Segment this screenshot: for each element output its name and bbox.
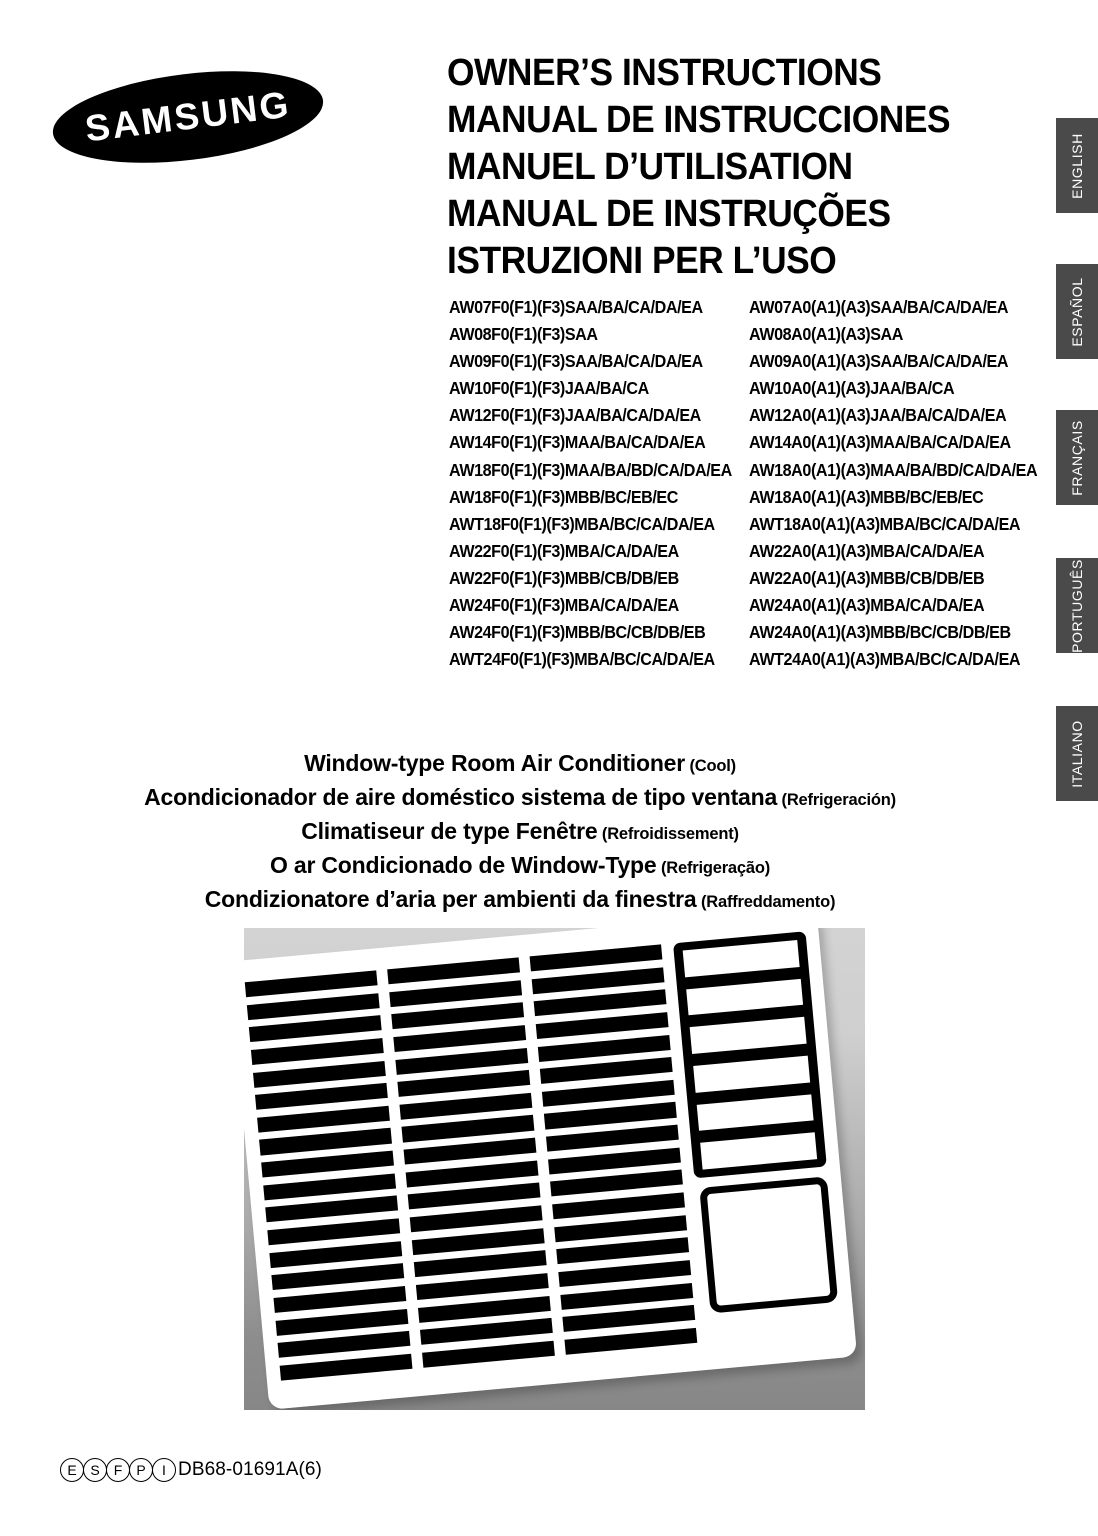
language-tab-portugues[interactable] (1056, 558, 1098, 653)
model-cell-left (449, 594, 749, 616)
language-tab-label: ESPAÑOL (1069, 276, 1085, 347)
language-tab-label: ENGLISH (1069, 132, 1085, 199)
model-cell-left (449, 323, 749, 345)
model-row (449, 540, 1059, 567)
model-number: AWT18A0(A1)(A3)MBA/BC/CA/DA/EA (749, 513, 1021, 534)
model-number: AW18F0(F1)(F3)MAA/BA/BD/CA/DA/EA (449, 459, 732, 480)
grille-slat (412, 1228, 545, 1255)
grille-slat (278, 1331, 411, 1358)
model-cell-right (749, 296, 1059, 318)
grille-slat (269, 1241, 402, 1268)
air-conditioner-unit (244, 928, 857, 1410)
language-mark-i: I (152, 1458, 176, 1482)
grille-slat (245, 970, 378, 997)
model-number: AWT18F0(F1)(F3)MBA/BC/CA/DA/EA (449, 513, 715, 534)
model-cell-right (749, 621, 1059, 643)
page-title-spanish: MANUAL DE INSTRUCCIONES (447, 99, 951, 141)
language-mark-p: P (129, 1458, 153, 1482)
model-number: AW07F0(F1)(F3)SAA/BA/CA/DA/EA (449, 297, 703, 317)
grille-slat (562, 1305, 695, 1332)
air-conditioner-control-panel (699, 1176, 838, 1313)
model-number: AW18A0(A1)(A3)MAA/BA/BD/CA/DA/EA (749, 459, 1038, 480)
grille-slat (391, 1002, 524, 1029)
grille-slat (393, 1025, 526, 1052)
product-description-block (0, 748, 1040, 918)
model-cell-left (449, 567, 749, 589)
grille-column (245, 970, 413, 1380)
grille-slat (538, 1035, 671, 1062)
language-tab-francais[interactable] (1056, 410, 1098, 505)
grille-slat (416, 1273, 549, 1300)
grille-slat (548, 1147, 681, 1174)
model-number: AW14F0(F1)(F3)MAA/BA/CA/DA/EA (449, 432, 706, 453)
grille-slat (530, 944, 663, 971)
language-mark-e: E (60, 1458, 84, 1482)
model-number: AWT24A0(A1)(A3)MBA/BC/CA/DA/EA (749, 649, 1021, 670)
grille-slat (247, 993, 380, 1020)
grille-slat (418, 1296, 551, 1323)
model-cell-left (449, 486, 749, 508)
model-row (449, 594, 1059, 621)
vent-slat (690, 1017, 807, 1054)
grille-slat (422, 1341, 555, 1368)
model-cell-left (449, 431, 749, 453)
model-number-list (449, 296, 1059, 675)
grille-slat (564, 1328, 697, 1355)
grille-slat (271, 1263, 404, 1290)
grille-slat (536, 1012, 669, 1039)
grille-slat (546, 1125, 679, 1152)
vent-slat (697, 1094, 814, 1131)
grille-column (530, 944, 698, 1354)
grille-slat (540, 1057, 673, 1084)
model-number: AW12A0(A1)(A3)JAA/BA/CA/DA/EA (749, 405, 1007, 426)
vent-slat (686, 979, 803, 1016)
model-cell-right (749, 431, 1059, 453)
language-tab-label: PORTUGUÊS (1069, 558, 1085, 653)
vent-slat (693, 1056, 810, 1093)
grille-slat (560, 1283, 693, 1310)
product-description-paren: (Refrigeração) (660, 859, 771, 877)
logo-wordmark: SAMSUNG (82, 83, 293, 150)
model-row (449, 431, 1059, 458)
grille-slat (259, 1128, 392, 1155)
model-number: AW08F0(F1)(F3)SAA (449, 324, 598, 345)
product-description-paren: (Refrigeración) (781, 791, 896, 809)
model-number: AW22A0(A1)(A3)MBA/CA/DA/EA (749, 540, 985, 561)
model-row (449, 513, 1059, 540)
model-cell-right (749, 513, 1059, 535)
grille-slat (265, 1196, 398, 1223)
product-description-text: Acondicionador de aire doméstico sistema de tipo ventana (144, 784, 778, 810)
model-cell-right (749, 594, 1059, 616)
model-number: AW18A0(A1)(A3)MBB/BC/EB/EC (749, 486, 984, 507)
grille-slat (408, 1183, 541, 1210)
product-description-text: Condizionatore d’aria per ambienti da finestra (204, 886, 697, 912)
model-number: AW22A0(A1)(A3)MBB/CB/DB/EB (749, 567, 985, 588)
grille-slat (532, 967, 665, 994)
page-title-block (447, 50, 1047, 285)
product-description-paren: (Raffreddamento) (700, 893, 836, 911)
product-description-paren: (Refroidissement) (601, 825, 739, 843)
grille-slat (406, 1160, 539, 1187)
grille-slat (558, 1260, 691, 1287)
model-number: AW22F0(F1)(F3)MBB/CB/DB/EB (449, 567, 679, 588)
footer (60, 1455, 322, 1485)
model-cell-right (749, 459, 1059, 481)
model-number: AW24A0(A1)(A3)MBA/CA/DA/EA (749, 595, 985, 616)
model-cell-left (449, 350, 749, 372)
grille-slat (261, 1151, 394, 1178)
language-tab-label: ITALIANO (1069, 719, 1085, 788)
model-number: AW12F0(F1)(F3)JAA/BA/CA/DA/EA (449, 405, 701, 426)
model-cell-right (749, 540, 1059, 562)
model-cell-right (749, 350, 1059, 372)
air-conditioner-front-grille (245, 944, 698, 1380)
language-tab-italiano[interactable] (1056, 706, 1098, 801)
product-description-italian (0, 884, 1040, 918)
product-description-text: O ar Condicionado de Window-Type (269, 852, 657, 878)
model-row (449, 350, 1059, 377)
model-cell-right (749, 377, 1059, 399)
model-number: AW24F0(F1)(F3)MBB/BC/CB/DB/EB (449, 622, 706, 643)
model-number: AW09F0(F1)(F3)SAA/BA/CA/DA/EA (449, 351, 703, 372)
grille-slat (249, 1015, 382, 1042)
grille-slat (554, 1215, 687, 1242)
model-row (449, 323, 1059, 350)
grille-slat (420, 1318, 553, 1345)
model-number: AWT24F0(F1)(F3)MBA/BC/CA/DA/EA (449, 649, 715, 670)
model-number: AW22F0(F1)(F3)MBA/CA/DA/EA (449, 540, 679, 561)
model-number: AW10A0(A1)(A3)JAA/BA/CA (749, 378, 955, 399)
grille-slat (395, 1048, 528, 1075)
page-title-english: OWNER’S INSTRUCTIONS (447, 52, 882, 94)
product-photo-window-air-conditioner (244, 928, 865, 1410)
product-description-paren: (Cool) (689, 757, 736, 775)
model-row (449, 567, 1059, 594)
language-mark-f: F (106, 1458, 130, 1482)
model-cell-right (749, 486, 1059, 508)
model-row (449, 404, 1059, 431)
grille-slat (550, 1170, 683, 1197)
grille-slat (263, 1173, 396, 1200)
grille-slat (410, 1205, 543, 1232)
grille-slat (397, 1070, 530, 1097)
grille-slat (404, 1138, 537, 1165)
model-row (449, 648, 1059, 675)
model-cell-left (449, 621, 749, 643)
page-title-italian: ISTRUZIONI PER L’USO (447, 240, 837, 282)
product-description-spanish (0, 782, 1040, 816)
grille-slat (534, 990, 667, 1017)
model-number: AW10F0(F1)(F3)JAA/BA/CA (449, 378, 649, 399)
model-cell-right (749, 567, 1059, 589)
grille-slat (544, 1102, 677, 1129)
product-description-english (0, 748, 1040, 782)
product-description-text: Climatiseur de type Fenêtre (301, 818, 598, 844)
samsung-logo (52, 74, 324, 160)
grille-slat (255, 1083, 388, 1110)
model-cell-right (749, 404, 1059, 426)
model-number: AW07A0(A1)(A3)SAA/BA/CA/DA/EA (749, 297, 1009, 317)
model-number: AW18F0(F1)(F3)MBB/BC/EB/EC (449, 486, 678, 507)
model-row (449, 621, 1059, 648)
grille-slat (552, 1192, 685, 1219)
model-cell-left (449, 513, 749, 535)
page-title-portuguese: MANUAL DE INSTRUÇÕES (447, 193, 891, 235)
model-cell-right (749, 648, 1059, 670)
model-number: AW24F0(F1)(F3)MBA/CA/DA/EA (449, 595, 679, 616)
model-cell-left (449, 540, 749, 562)
air-conditioner-side-vent (673, 931, 827, 1178)
model-cell-left (449, 377, 749, 399)
grille-slat (276, 1309, 409, 1336)
model-number: AW24A0(A1)(A3)MBB/BC/CB/DB/EB (749, 622, 1011, 643)
grille-slat (399, 1093, 532, 1120)
page-title-french: MANUEL D’UTILISATION (447, 146, 853, 188)
model-cell-left (449, 296, 749, 318)
model-row (449, 459, 1059, 486)
grille-slat (542, 1080, 675, 1107)
language-tab-label: FRANÇAIS (1069, 419, 1085, 496)
grille-slat (251, 1038, 384, 1065)
grille-slat (389, 980, 522, 1007)
model-row (449, 486, 1059, 513)
vent-slat (700, 1133, 817, 1170)
language-tab-espanol[interactable] (1056, 264, 1098, 359)
language-mark-s: S (83, 1458, 107, 1482)
model-number: AW08A0(A1)(A3)SAA (749, 324, 903, 345)
grille-slat (257, 1106, 390, 1133)
model-number: AW14A0(A1)(A3)MAA/BA/CA/DA/EA (749, 432, 1011, 453)
model-cell-left (449, 459, 749, 481)
grille-slat (280, 1354, 413, 1381)
grille-slat (402, 1115, 535, 1142)
vent-slat (683, 940, 800, 977)
model-cell-left (449, 404, 749, 426)
language-tab-english[interactable] (1056, 118, 1098, 213)
model-row (449, 296, 1059, 323)
model-number: AW09A0(A1)(A3)SAA/BA/CA/DA/EA (749, 351, 1009, 372)
product-description-portuguese (0, 850, 1040, 884)
grille-slat (556, 1238, 689, 1265)
grille-slat (414, 1250, 547, 1277)
document-code: DB68-01691A(6) (178, 1459, 322, 1480)
grille-slat (273, 1286, 406, 1313)
grille-slat (387, 957, 520, 984)
product-description-french (0, 816, 1040, 850)
product-description-text: Window-type Room Air Conditioner (304, 750, 686, 776)
model-cell-right (749, 323, 1059, 345)
grille-slat (267, 1218, 400, 1245)
grille-slat (253, 1061, 386, 1088)
model-row (449, 377, 1059, 404)
grille-column (387, 957, 555, 1367)
model-cell-left (449, 648, 749, 670)
